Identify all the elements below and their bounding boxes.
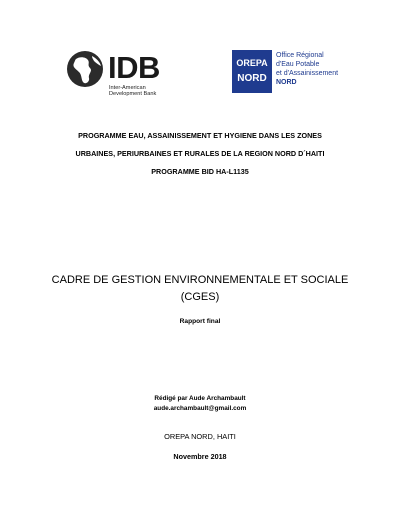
orepa-logo	[232, 50, 342, 94]
program-line1: PROGRAMME EAU, ASSAINISSEMENT ET HYGIENE DANS LES ZONES	[78, 131, 322, 140]
orepa-text-line4: NORD	[276, 79, 297, 86]
globe-americas-icon	[66, 50, 106, 88]
document-title	[20, 272, 380, 306]
title-line2: (CGES)	[180, 291, 220, 303]
author-line: Rédigé par Aude Archambault	[154, 395, 246, 402]
idb-subtitle	[109, 85, 179, 98]
orepa-text-line3: et d'Assainissement	[276, 70, 339, 77]
orepa-text-line2: d'Eau Potable	[276, 61, 320, 68]
place: OREPA NORD, HAITI	[164, 432, 236, 441]
date: Novembre 2018	[173, 452, 227, 461]
author-block	[20, 394, 380, 414]
idb-logo	[66, 50, 176, 100]
program-line3: PROGRAMME BID HA-L1135	[151, 167, 249, 176]
title-line1: CADRE DE GESTION ENVIRONNEMENTALE ET SOCIALE	[51, 274, 349, 286]
idb-wordmark: IDB	[108, 50, 160, 85]
program-heading	[20, 127, 380, 181]
orepa-text-line1: Office Régional	[276, 52, 324, 59]
program-line2: URBAINES, PERIURBAINES ET RURALES DE LA REGION NORD D´HAITI	[75, 149, 325, 158]
idb-subtitle-line2: Development Bank	[109, 91, 157, 98]
report-type: Rapport final	[179, 318, 221, 325]
orepa-box	[232, 50, 272, 93]
idb-subtitle-line1: Inter-American	[109, 85, 146, 91]
orepa-box-line2: NORD	[237, 73, 267, 84]
orepa-box-line1: OREPA	[236, 58, 268, 68]
orepa-fullname	[276, 51, 346, 87]
author-email: aude.archambault@gmail.com	[153, 405, 247, 412]
